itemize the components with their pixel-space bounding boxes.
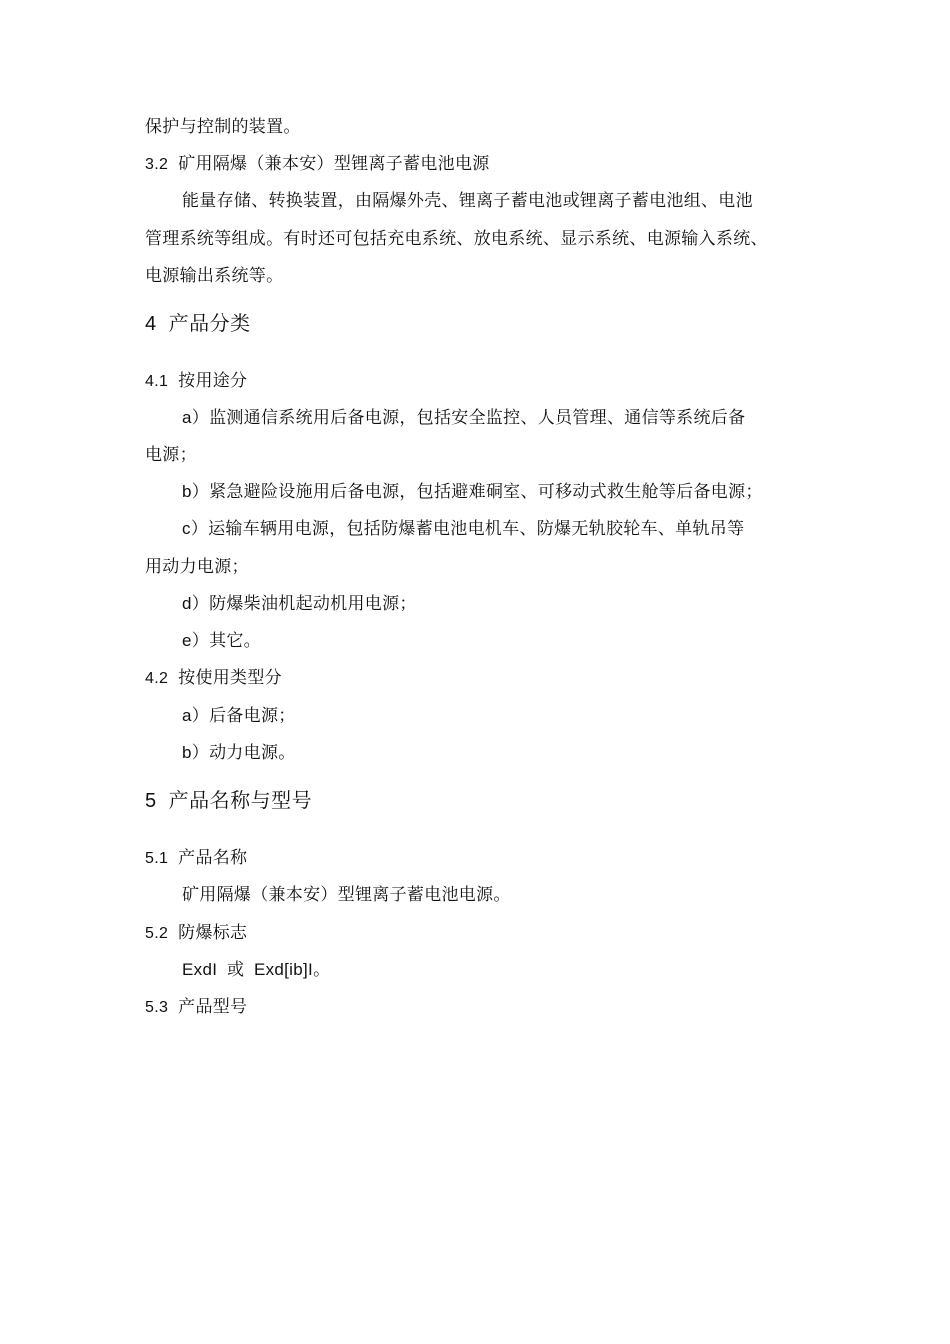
section-number: 4.2 [145,670,169,687]
section-4-2-heading [145,667,282,690]
section-title: 产品型号 [178,997,248,1017]
conjunction-text: 或 [226,960,245,980]
section-title: 产品名称与型号 [168,790,313,812]
section-title: 矿用隔爆（兼本安）型锂离子蓄电池电源 [178,154,490,174]
paragraph-line [182,884,511,906]
list-marker: b [182,743,192,762]
section-5-3-heading [145,996,247,1019]
list-text: ）监测通信系统用后备电源，包括安全监控、人员管理、通信等系统后备 [191,408,746,428]
section-4-heading [145,311,251,337]
section-number: 5 [145,790,157,812]
section-3-2-heading [145,153,490,176]
paragraph-line [145,265,283,287]
list-marker: b [182,482,192,501]
section-number: 5.2 [145,925,169,942]
list-text: ）运输车辆用电源，包括防爆蓄电池电机车、防爆无轨胶轮车、单轨吊等 [190,519,745,539]
section-title: 按使用类型分 [178,668,282,688]
paragraph-line [182,190,753,212]
list-text: 用动力电源； [145,557,249,577]
list-text: ）动力电源。 [191,743,296,763]
list-item-d [182,593,417,615]
explosion-proof-mark-line [182,959,330,981]
list-item-c [182,518,744,540]
list-item-b [182,742,296,764]
list-marker: c [182,519,191,538]
section-number: 3.2 [145,156,169,173]
ex-mark: Exd[ib]I [253,960,314,979]
list-marker: a [182,706,192,725]
list-text: ）其它。 [191,631,261,651]
section-4-1-heading [145,370,247,393]
punctuation: 。 [313,960,331,980]
list-marker: e [182,631,192,650]
list-marker: a [182,408,192,427]
section-number: 5.3 [145,999,169,1016]
list-item-a [182,705,296,727]
section-number: 4.1 [145,373,169,390]
section-title: 产品分类 [168,313,251,335]
paragraph-text: 矿用隔爆（兼本安）型锂离子蓄电池电源。 [182,885,511,905]
ex-mark: ExdI [182,960,218,979]
list-item-e [182,630,261,652]
list-text: ）紧急避险设施用后备电源，包括避难硐室、可移动式救生舱等后备电源； [191,482,763,502]
section-title: 防爆标志 [178,923,248,943]
section-5-heading [145,788,312,814]
paragraph-line [145,228,768,250]
section-number: 4 [145,313,157,335]
list-item-c-continued [145,556,249,578]
paragraph-text: 管理系统等组成。有时还可包括充电系统、放电系统、显示系统、电源输入系统、 [145,229,768,249]
list-text: ）后备电源； [191,706,296,726]
paragraph-text: 电源输出系统等。 [145,266,284,286]
section-number: 5.1 [145,850,169,867]
list-text: 电源； [145,445,197,465]
section-title: 产品名称 [178,848,248,868]
list-text: ）防爆柴油机起动机用电源； [191,594,417,614]
paragraph-text: 能量存储、转换装置，由隔爆外壳、锂离子蓄电池或锂离子蓄电池组、电池 [182,191,753,211]
section-5-2-heading [145,922,247,945]
list-item-b [182,481,763,503]
section-title: 按用途分 [178,371,248,391]
list-item-a-continued [145,444,197,466]
list-marker: d [182,594,192,613]
continuation-line [145,116,301,138]
list-item-a [182,407,745,429]
section-5-1-heading [145,847,247,870]
paragraph-text: 保护与控制的装置。 [145,117,301,137]
